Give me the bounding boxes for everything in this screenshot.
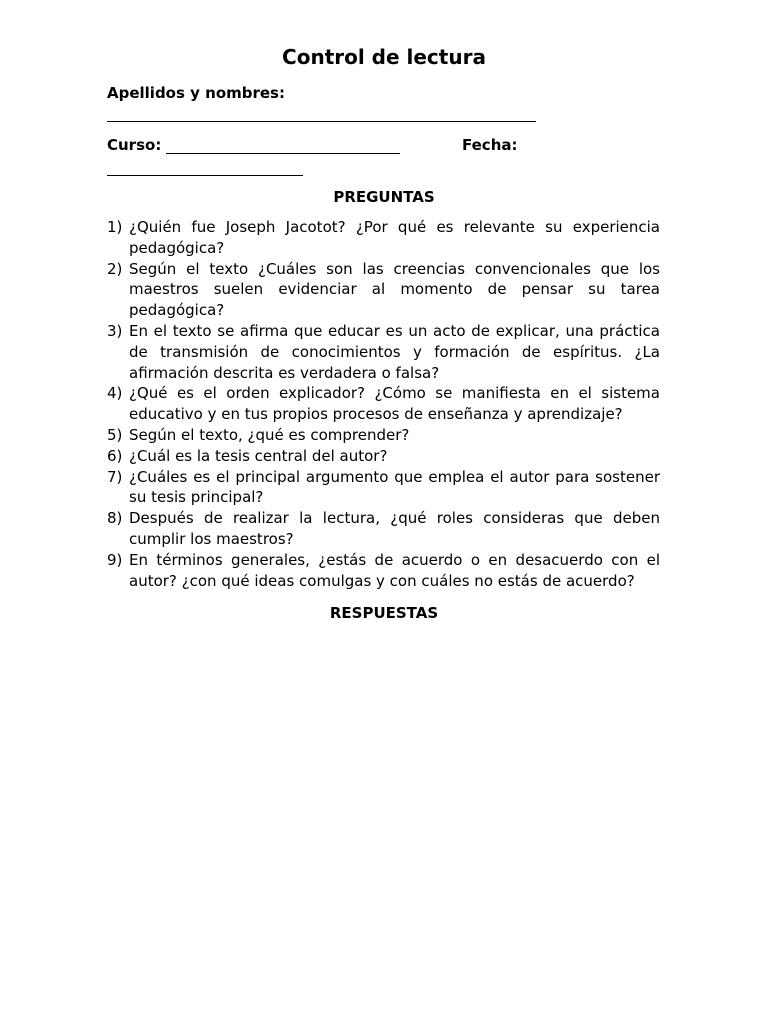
question-number: 5) (107, 425, 123, 444)
name-field-label: Apellidos y nombres: (107, 84, 285, 102)
question-number: 6) (107, 446, 123, 465)
question-text: Según el texto, ¿qué es comprender? (129, 425, 410, 444)
question-item (107, 467, 660, 509)
question-number: 9) (107, 550, 123, 569)
question-text: En el texto se afirma que educar es un acto de explicar, una práctica de transmisión de conocimientos y formación de espíritus. ¿La afirmación descrita es verdadera o falsa? (129, 321, 660, 382)
question-number: 8) (107, 509, 123, 528)
question-item (107, 425, 660, 446)
question-item (107, 321, 660, 383)
name-field-line (107, 121, 536, 122)
questions-list (107, 217, 660, 591)
question-text: ¿Cuáles es el principal argumento que emplea el autor para sostener su tesis principal? (129, 467, 660, 507)
question-text: Después de realizar la lectura, ¿qué roles consideras que deben cumplir los maestros? (129, 509, 660, 548)
question-number: 2) (107, 259, 123, 278)
question-number: 7) (107, 467, 123, 486)
date-field-line (107, 175, 303, 176)
answers-heading: RESPUESTAS (329, 604, 439, 622)
question-number: 4) (107, 384, 123, 403)
question-number: 3) (107, 321, 123, 340)
question-text: ¿Cuál es la tesis central del autor? (129, 446, 388, 465)
question-number: 1) (107, 218, 123, 236)
course-field-label: Curso: (107, 136, 162, 154)
question-item (107, 217, 660, 259)
course-field-line (166, 153, 400, 154)
question-item (107, 446, 660, 467)
question-text: ¿Qué es el orden explicador? ¿Cómo se manifiesta en el sistema educativo y en tus propios procesos de enseñanza y aprendizaje? (129, 384, 660, 424)
question-text: En términos generales, ¿estás de acuerdo o en desacuerdo con el autor? ¿con qué ideas comulgas y con cuáles no estás de acuerdo? (129, 550, 660, 590)
questions-heading: PREGUNTAS (333, 188, 435, 206)
question-text: ¿Quién fue Joseph Jacotot? ¿Por qué es relevante su experiencia pedagógica? (129, 218, 660, 257)
date-field-label: Fecha: (462, 136, 518, 154)
question-item (107, 383, 660, 425)
document-title: Control de lectura (282, 45, 486, 69)
question-item (107, 508, 660, 550)
question-item (107, 259, 660, 321)
question-item (107, 550, 660, 592)
question-text: Según el texto ¿Cuáles son las creencias convencionales que los maestros suelen evidenciar al momento de pensar su tarea pedagógica? (129, 259, 660, 320)
